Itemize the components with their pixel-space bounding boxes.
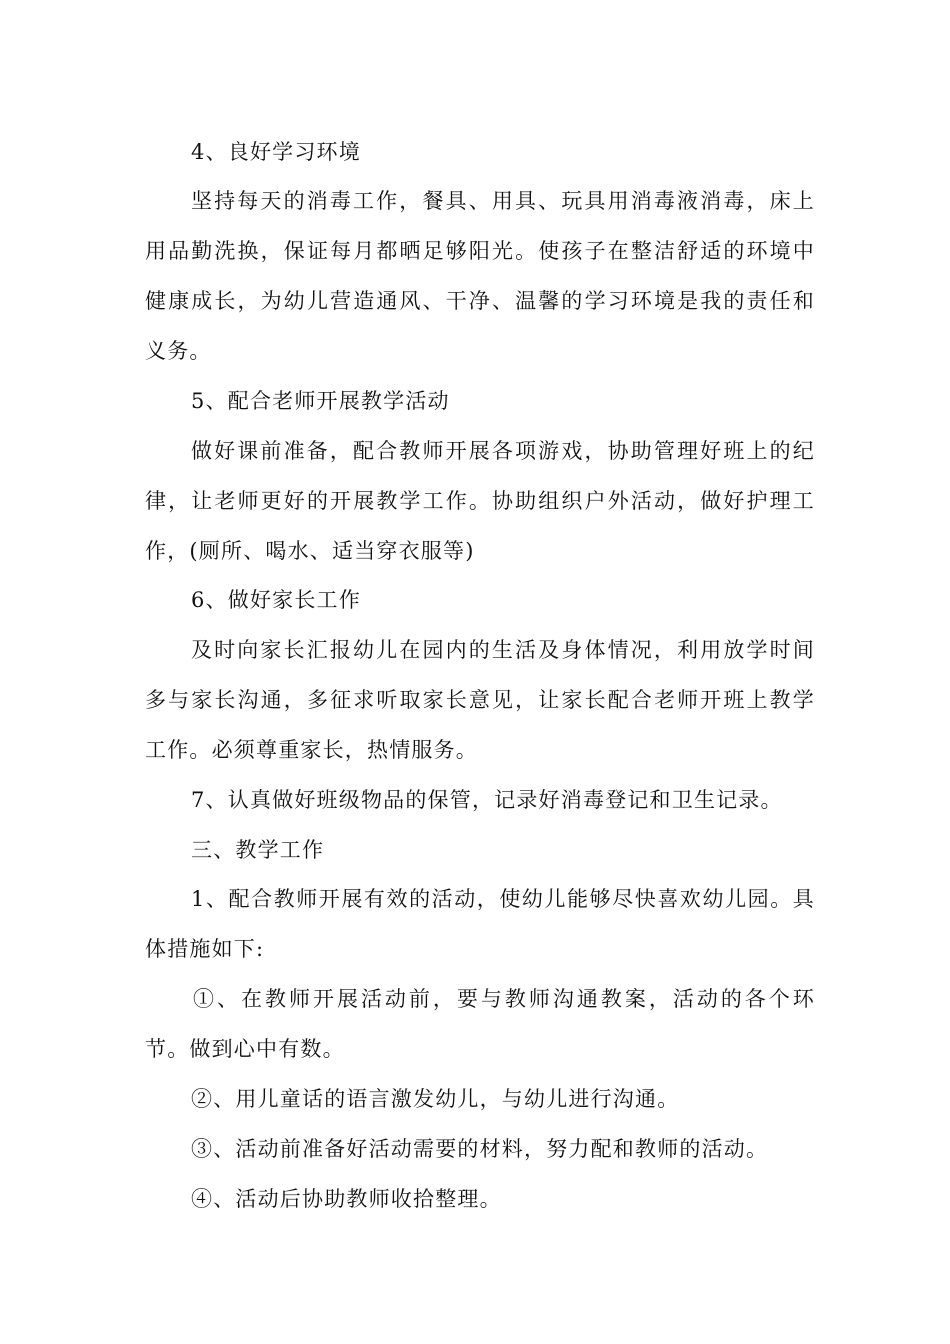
- list-item: ④、活动后协助教师收拾整理。: [191, 1187, 502, 1211]
- paragraph-line: 及时向家长汇报幼儿在园内的生活及身体情况，利用放学时间: [191, 638, 815, 662]
- list-item: ③、活动前准备好活动需要的材料，努力配和教师的活动。: [191, 1137, 769, 1161]
- section-heading-parent-work: 6、做好家长工作: [191, 588, 361, 612]
- paragraph-line: 多与家长沟通，多征求听取家长意见，让家长配合老师开班上教学: [145, 688, 815, 712]
- paragraph-line: 工作。必须尊重家长，热情服务。: [145, 738, 478, 762]
- paragraph-line: 用品勤洗换，保证每月都晒足够阳光。使孩子在整洁舒适的环境中: [145, 239, 815, 263]
- paragraph-line: 健康成长，为幼儿营造通风、干净、温馨的学习环境是我的责任和: [145, 289, 815, 313]
- paragraph-line: 作，(厕所、喝水、适当穿衣服等): [145, 539, 475, 563]
- paragraph-line: 义务。: [145, 339, 212, 363]
- list-item-line: 节。做到心中有数。: [145, 1037, 345, 1061]
- section-heading-teaching-work: 三、教学工作: [191, 838, 325, 862]
- paragraph-line: 7、认真做好班级物品的保管，记录好消毒登记和卫生记录。: [191, 788, 783, 812]
- section-heading-learning-environment: 4、良好学习环境: [191, 140, 361, 164]
- paragraph-line: 做好课前准备，配合教师开展各项游戏，协助管理好班上的纪: [191, 439, 815, 463]
- list-item: ②、用儿童话的语言激发幼儿，与幼儿进行沟通。: [191, 1087, 680, 1111]
- paragraph-line: 1、配合教师开展有效的活动，使幼儿能够尽快喜欢幼儿园。具: [191, 887, 815, 911]
- paragraph-line: 律，让老师更好的开展教学工作。协助组织户外活动，做好护理工: [145, 489, 815, 513]
- list-item-line: ①、在教师开展活动前，要与教师沟通教案，活动的各个环: [193, 987, 815, 1011]
- section-heading-teaching-activities: 5、配合老师开展教学活动: [191, 389, 450, 413]
- paragraph-line: 体措施如下:: [145, 937, 265, 961]
- paragraph-line: 坚持每天的消毒工作，餐具、用具、玩具用消毒液消毒，床上: [191, 189, 815, 213]
